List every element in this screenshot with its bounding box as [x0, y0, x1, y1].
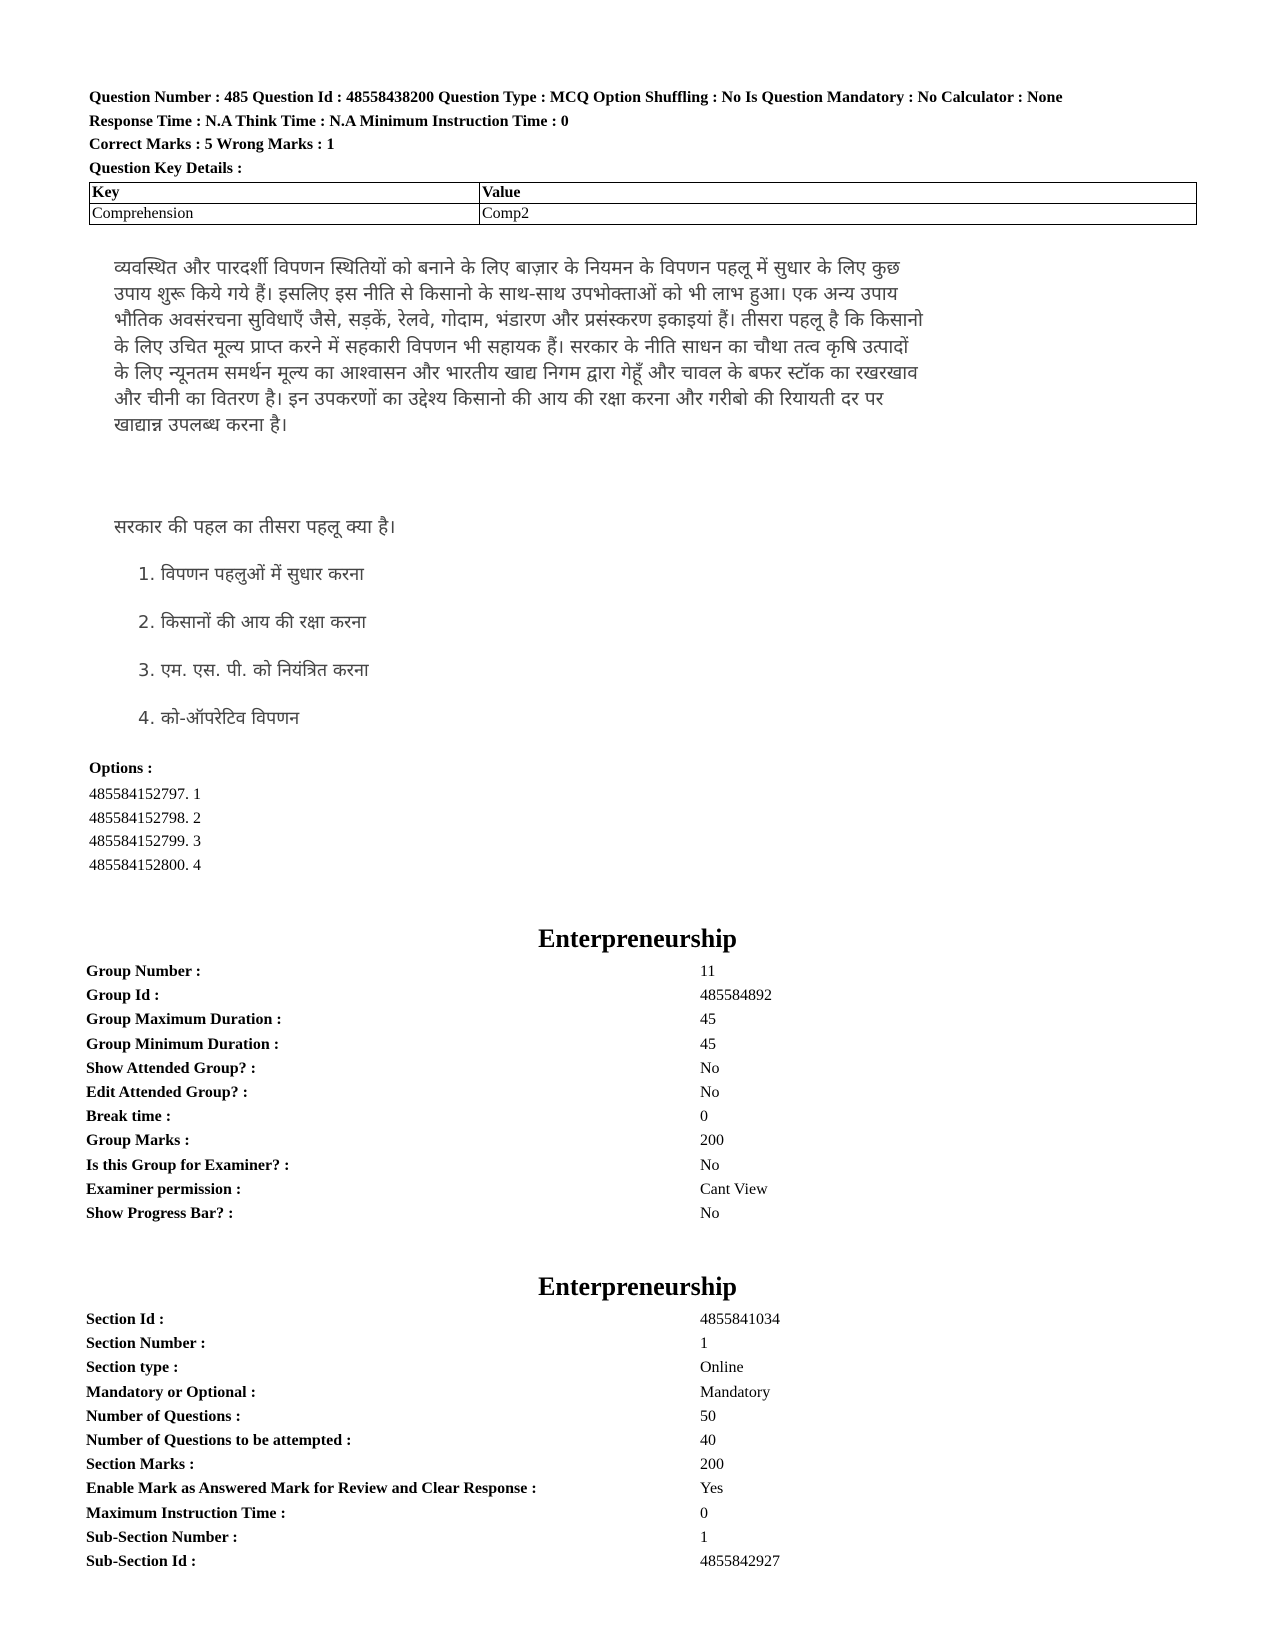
options-title: Options :	[89, 760, 153, 777]
table-row	[90, 204, 1197, 225]
comprehension-passage	[114, 255, 1014, 438]
question-choice: 1. विपणन पहलुओं में सुधार करना	[138, 564, 364, 585]
question-choice: 2. किसानों की आय की रक्षा करना	[138, 612, 367, 633]
group-row	[86, 1033, 1186, 1057]
property-value: No	[700, 1059, 720, 1077]
property-value: No	[700, 1156, 720, 1174]
property-value: 45	[700, 1035, 716, 1053]
group-row	[86, 1178, 1186, 1202]
question-header	[89, 86, 1199, 180]
property-value: 40	[700, 1431, 716, 1449]
section-row	[86, 1429, 1186, 1453]
passage-line: व्यवस्थित और पारदर्शी विपणन स्थितियों को बनाने के लिए बाज़ार के नियमन के विपणन पहलू में सुधार के लिए कुछ	[114, 257, 900, 279]
section-row	[86, 1308, 1186, 1332]
question-text: सरकार की पहल का तीसरा पहलू क्या है।	[114, 516, 396, 538]
key-cell: Comprehension	[90, 204, 480, 225]
key-column-header: Key	[90, 183, 480, 204]
section-row	[86, 1453, 1186, 1477]
property-value: 200	[700, 1132, 724, 1150]
property-value: 45	[700, 1011, 716, 1029]
value-column-header: Value	[480, 183, 1197, 204]
property-value: Cant View	[700, 1180, 768, 1198]
table-header-row	[90, 183, 1197, 204]
property-value: 200	[700, 1456, 724, 1474]
group-row	[86, 984, 1186, 1008]
property-label: Examiner permission :	[86, 1180, 242, 1198]
section-row	[86, 1332, 1186, 1356]
property-label: Group Number :	[86, 963, 201, 980]
property-label: Number of Questions to be attempted :	[86, 1431, 352, 1449]
group-row	[86, 1129, 1186, 1153]
property-label: Show Attended Group? :	[86, 1059, 256, 1077]
group-properties	[86, 960, 1186, 1226]
group-row	[86, 1057, 1186, 1081]
group-title: Enterpreneurship	[538, 924, 737, 953]
property-value: No	[700, 1204, 720, 1222]
property-value: No	[700, 1083, 720, 1101]
passage-line: भौतिक अवसंरचना सुविधाएँ जैसे, सड़कें, रेलवे, गोदाम, भंडारण और प्रसंस्करण इकाइयां हैं। तीसरा पहलू है कि किसानो	[114, 309, 923, 332]
property-label: Mandatory or Optional :	[86, 1383, 256, 1401]
question-choice: 3. एम. एस. पी. को नियंत्रित करना	[138, 660, 369, 681]
property-label: Section Number :	[86, 1335, 206, 1353]
property-label: Is this Group for Examiner? :	[86, 1156, 290, 1174]
property-value: 1	[700, 1335, 708, 1353]
property-label: Number of Questions :	[86, 1407, 241, 1425]
option-item: 485584152799. 3	[89, 833, 201, 851]
section-row	[86, 1405, 1186, 1429]
property-label: Section Id :	[86, 1311, 165, 1328]
question-choices	[138, 562, 369, 754]
section-properties	[86, 1308, 1186, 1574]
passage-line: उपाय शुरू किये गये हैं। इसलिए इस नीति से किसानो के साथ-साथ उपभोक्ताओं को भी लाभ हुआ। एक अन्य उपाय	[114, 283, 898, 306]
group-row	[86, 1081, 1186, 1105]
property-value: Yes	[700, 1480, 724, 1498]
section-row	[86, 1550, 1186, 1574]
property-label: Edit Attended Group? :	[86, 1083, 248, 1101]
property-label: Break time :	[86, 1108, 172, 1126]
question-key-table	[89, 182, 1197, 225]
property-label: Maximum Instruction Time :	[86, 1504, 286, 1522]
property-label: Group Maximum Duration :	[86, 1011, 282, 1029]
value-cell: Comp2	[480, 204, 1197, 225]
option-item: 485584152798. 2	[89, 809, 201, 827]
group-row	[86, 1105, 1186, 1129]
section-row	[86, 1526, 1186, 1550]
property-value: 485584892	[700, 987, 772, 1005]
key-details-label: Question Key Details :	[89, 159, 243, 177]
passage-line: खाद्यान्न उपलब्ध करना है।	[114, 414, 288, 437]
options-list	[89, 783, 201, 878]
section-row	[86, 1356, 1186, 1380]
property-value: 0	[700, 1108, 708, 1126]
property-label: Sub-Section Number :	[86, 1528, 238, 1546]
passage-line: के लिए न्यूनतम समर्थन मूल्य का आश्वासन और भारतीय खाद्य निगम द्वारा गेहूँ और चावल के बफर स्टॉक का रखरखाव	[114, 361, 918, 384]
property-label: Sub-Section Id :	[86, 1552, 197, 1570]
property-value: Online	[700, 1359, 744, 1377]
property-value: 11	[700, 963, 716, 980]
passage-line: के लिए उचित मूल्य प्राप्त करने में सहकारी विपणन भी सहायक हैं। सरकार के नीति साधन का चौथा तत्व कृषि उत्पादों	[114, 335, 909, 358]
property-label: Section Marks :	[86, 1456, 195, 1474]
group-row	[86, 1202, 1186, 1226]
property-label: Group Minimum Duration :	[86, 1035, 280, 1053]
property-label: Section type :	[86, 1359, 179, 1377]
group-row	[86, 1008, 1186, 1032]
option-item: 485584152797. 1	[89, 786, 201, 803]
property-value: 4855841034	[700, 1311, 780, 1328]
property-label: Show Progress Bar? :	[86, 1204, 234, 1222]
option-item: 485584152800. 4	[89, 857, 201, 875]
group-row	[86, 1154, 1186, 1178]
question-meta-line: Question Number : 485 Question Id : 48558438200 Question Type : MCQ Option Shuffling : No Is Question Mandatory : No Calculator : None	[89, 89, 1063, 106]
marks-line: Correct Marks : 5 Wrong Marks : 1	[89, 136, 335, 153]
property-value: 4855842927	[700, 1552, 780, 1570]
group-row	[86, 960, 1186, 984]
property-value: Mandatory	[700, 1383, 771, 1401]
property-label: Group Marks :	[86, 1132, 190, 1150]
property-value: 0	[700, 1504, 708, 1522]
question-choice: 4. को-ऑपरेटिव विपणन	[138, 708, 300, 729]
property-value: 50	[700, 1407, 716, 1425]
section-row	[86, 1502, 1186, 1526]
passage-line: और चीनी का वितरण है। इन उपकरणों का उद्देश्य किसानो की आय की रक्षा करना और गरीबो की रियायती दर पर	[114, 388, 884, 411]
property-label: Enable Mark as Answered Mark for Review and Clear Response :	[86, 1480, 537, 1498]
section-row	[86, 1477, 1186, 1501]
section-row	[86, 1381, 1186, 1405]
property-label: Group Id :	[86, 987, 160, 1005]
section-title: Enterpreneurship	[538, 1272, 737, 1301]
property-value: 1	[700, 1528, 708, 1546]
response-time-line: Response Time : N.A Think Time : N.A Minimum Instruction Time : 0	[89, 112, 569, 130]
